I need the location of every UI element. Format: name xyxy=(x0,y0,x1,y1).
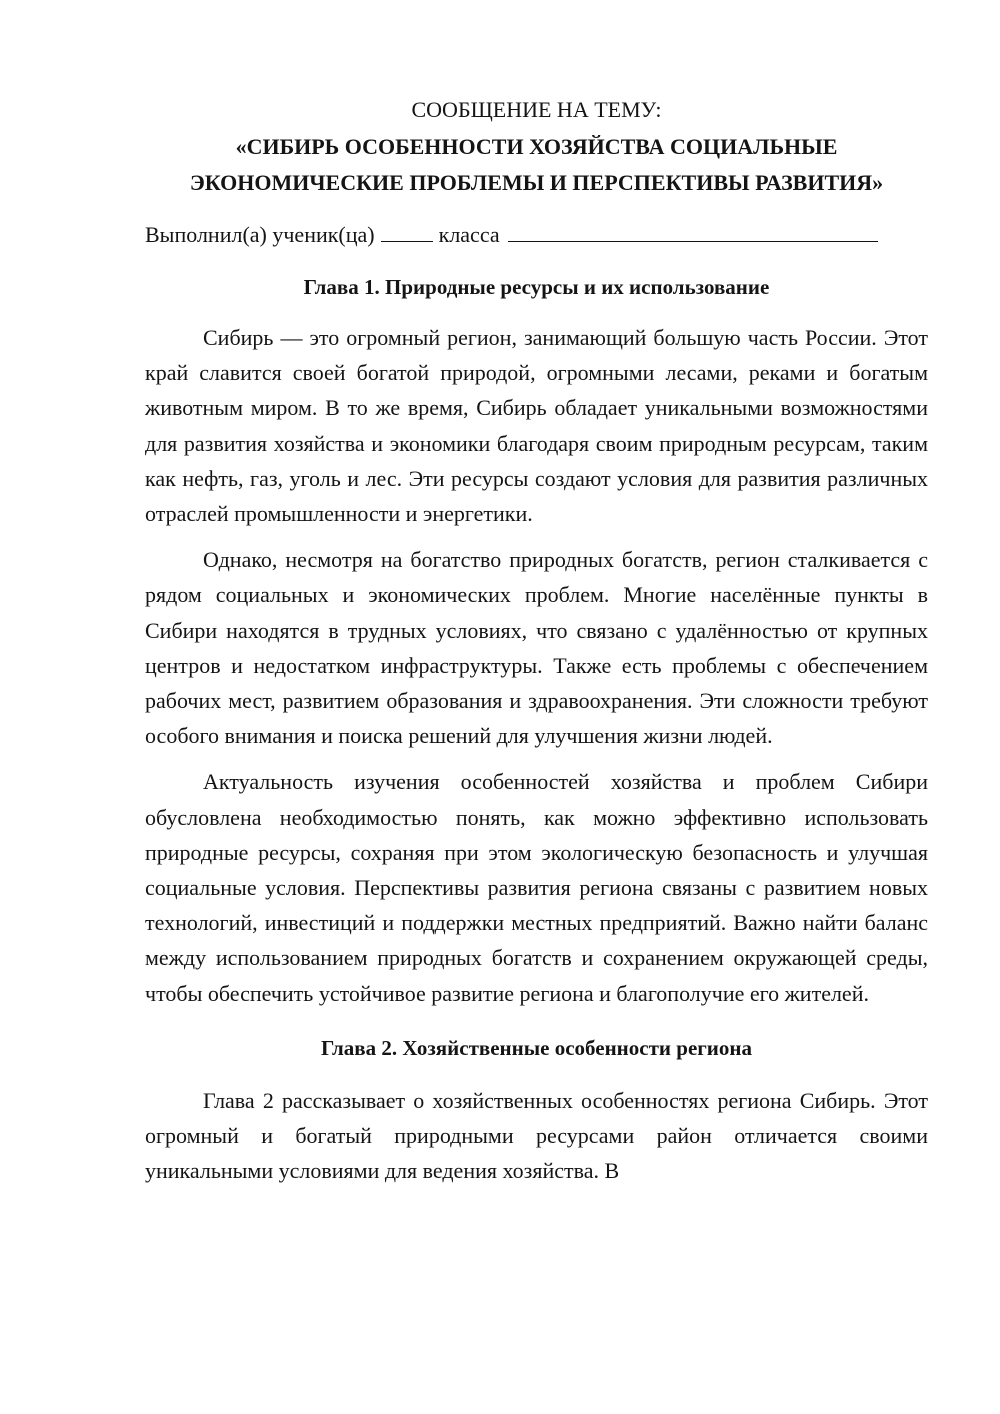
chapter-1-paragraph-3: Актуальность изучения особенностей хозяйства и проблем Сибири обусловлена необходимостью понять, как можно эффективно использовать природные ресурсы, сохраняя при этом экологическую безопасность и улучшая социальные условия. Перспективы развития региона связаны с развитием новых технологий, инвестиций и поддержки местных предприятий. Важно найти баланс между использованием природных богатств и сохранением окружающей среды, чтобы обеспечить устойчивое развитие региона и благополучие его жителей. xyxy=(145,769,928,1006)
author-name-blank xyxy=(508,221,878,242)
chapter-2-heading: Глава 2. Хозяйственные особенности региона xyxy=(320,1035,753,1060)
document-title-line-1: «СИБИРЬ ОСОБЕННОСТИ ХОЗЯЙСТВА СОЦИАЛЬНЫЕ xyxy=(235,134,838,159)
author-class-word: класса xyxy=(438,222,500,247)
document-subtitle: СООБЩЕНИЕ НА ТЕМУ: xyxy=(411,97,662,122)
chapter-1-heading: Глава 1. Природные ресурсы и их использование xyxy=(303,275,770,299)
document-page xyxy=(145,92,928,1188)
document-title-line-2: ЭКОНОМИЧЕСКИЕ ПРОБЛЕМЫ И ПЕРСПЕКТИВЫ РАЗВИТИЯ» xyxy=(189,170,884,195)
chapter-1-paragraph-2: Однако, несмотря на богатство природных богатств, регион сталкивается с рядом социальных и экономических проблем. Многие населённые пункты в Сибири находятся в трудных условиях, что связано с удалённостью от крупных центров и недостатком инфраструктуры. Также есть проблемы с обеспечением рабочих мест, развитием образования и здравоохранения. Эти сложности требуют особого внимания и поиска решений для улучшения жизни людей. xyxy=(145,547,928,749)
chapter-2-paragraph-1: Глава 2 рассказывает о хозяйственных особенностях региона Сибирь. Этот огромный и богатый природными ресурсами район отличается своими уникальными условиями для ведения хозяйства. В xyxy=(145,1087,928,1184)
author-prefix: Выполнил(а) ученик(ца) xyxy=(145,222,375,247)
class-number-blank xyxy=(381,221,433,242)
author-line xyxy=(145,217,928,252)
chapter-1-paragraph-1: Сибирь — это огромный регион, занимающий большую часть России. Этот край славится своей богатой природой, огромными лесами, реками и богатым животным миром. В то же время, Сибирь обладает уникальными возможностями для развития хозяйства и экономики благодаря своим природным ресурсам, таким как нефть, газ, уголь и лес. Эти ресурсы создают условия для развития различных отраслей промышленности и энергетики. xyxy=(145,325,928,527)
